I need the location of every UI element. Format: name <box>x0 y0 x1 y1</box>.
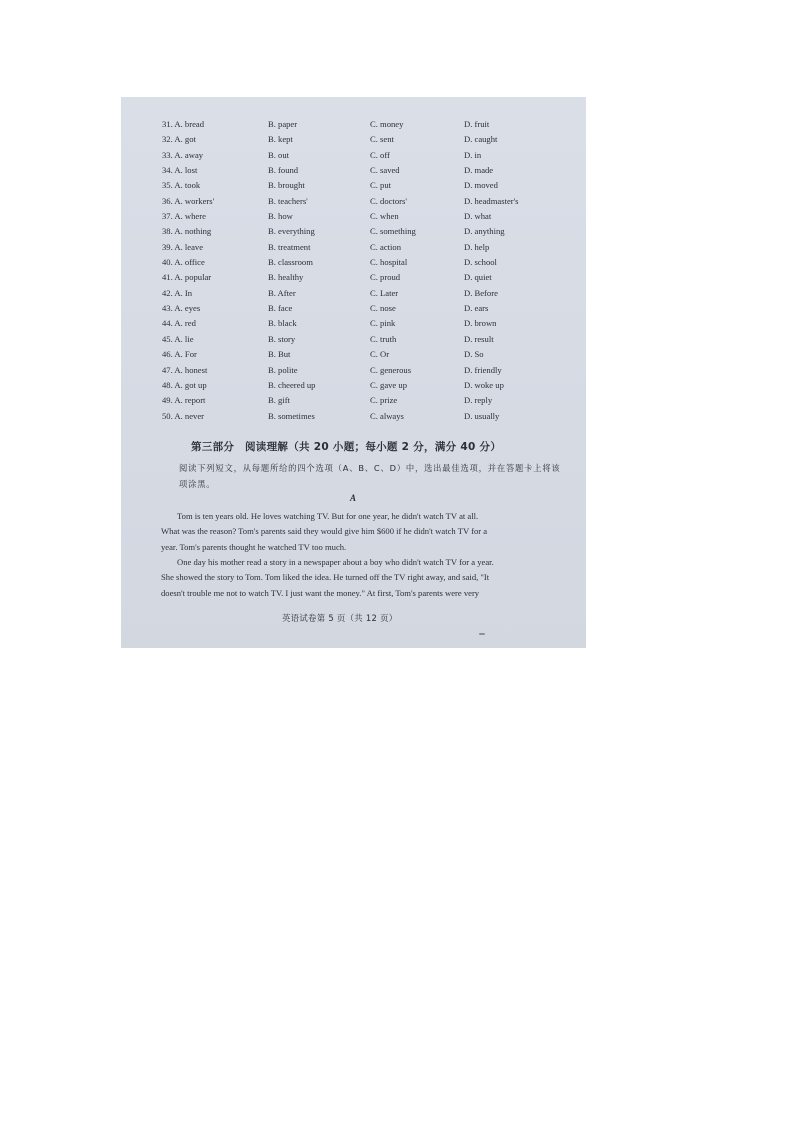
option-choice: D. ears <box>464 303 489 314</box>
paragraph-line: doesn't trouble me not to watch TV. I just want the money." At first, Tom's parents were very <box>161 587 480 598</box>
option-choice: C. off <box>370 149 390 160</box>
option-row <box>121 347 586 362</box>
option-row <box>121 148 586 163</box>
option-choice: D. reply <box>464 395 493 406</box>
option-row <box>121 194 586 209</box>
option-row <box>121 301 586 316</box>
option-choice: C. money <box>370 119 404 129</box>
option-choice: C. Later <box>370 287 399 298</box>
option-choice: B. But <box>268 349 291 360</box>
option-choice: B. paper <box>268 119 298 129</box>
option-choice: D. anything <box>464 226 505 237</box>
option-row <box>121 363 586 378</box>
option-row <box>121 378 586 393</box>
option-choice: C. truth <box>370 333 397 344</box>
option-choice: B. sometimes <box>268 410 315 421</box>
option-choice: C. when <box>370 211 399 222</box>
page-footer: 英语试卷第 5 页（共 12 页） <box>282 613 398 623</box>
option-choice: 41. A. popular <box>162 272 212 283</box>
option-choice: D. fruit <box>464 119 490 129</box>
option-choice: D. what <box>464 211 492 222</box>
option-choice: B. face <box>268 303 293 314</box>
option-choice: B. story <box>268 333 296 344</box>
option-choice: B. treatment <box>268 241 311 252</box>
option-choice: C. doctors' <box>370 195 407 206</box>
option-choice: 49. A. report <box>162 395 206 406</box>
option-row <box>121 117 586 132</box>
option-choice: D. friendly <box>464 364 502 375</box>
option-choice: D. made <box>464 165 494 176</box>
option-choice: B. gift <box>268 395 290 406</box>
option-choice: C. put <box>370 180 392 191</box>
paragraph-line: Tom is ten years old. He loves watching TV. But for one year, he didn't watch TV at all. <box>177 511 479 521</box>
option-choice: B. how <box>268 211 293 222</box>
option-choice: B. found <box>268 165 299 176</box>
option-choice: 42. A. In <box>162 287 193 298</box>
option-choice: C. prize <box>370 395 398 406</box>
option-choice: D. Before <box>464 287 498 298</box>
option-choice: C. action <box>370 241 402 252</box>
option-choice: C. always <box>370 410 404 421</box>
option-row <box>121 209 586 224</box>
option-choice: C. something <box>370 226 416 237</box>
option-choice: B. teachers' <box>268 195 308 206</box>
paragraph-line: What was the reason? Tom's parents said they would give him $600 if he didn't watch TV for a <box>161 526 488 537</box>
option-choice: D. in <box>464 149 482 160</box>
option-choice: C. gave up <box>370 379 407 390</box>
option-choice: 45. A. lie <box>162 333 194 344</box>
option-choice: B. brought <box>268 180 305 191</box>
option-choice: 40. A. office <box>162 257 205 268</box>
option-choice: 36. A. workers' <box>162 195 215 206</box>
option-row <box>121 286 586 301</box>
option-choice: D. usually <box>464 410 500 421</box>
option-row <box>121 270 586 285</box>
option-choice: D. headmaster's <box>464 195 519 206</box>
option-row <box>121 255 586 270</box>
option-choice: 50. A. never <box>162 410 205 421</box>
option-choice: B. cheered up <box>268 379 316 390</box>
option-choice: 46. A. For <box>162 349 197 360</box>
option-choice: B. everything <box>268 226 315 237</box>
option-choice: B. out <box>268 149 290 160</box>
option-choice: D. help <box>464 241 490 252</box>
option-choice: B. polite <box>268 364 298 375</box>
option-choice: 48. A. got up <box>162 379 207 390</box>
option-choice: D. result <box>464 333 494 344</box>
option-choice: 38. A. nothing <box>162 226 212 237</box>
option-choice: D. moved <box>464 180 498 191</box>
option-choice: 47. A. honest <box>162 364 208 375</box>
option-row <box>121 178 586 193</box>
option-row <box>121 132 586 147</box>
option-row <box>121 409 586 424</box>
scan-speck <box>479 633 485 635</box>
option-choice: B. black <box>268 318 297 329</box>
option-choice: B. After <box>268 287 296 298</box>
option-choice: B. kept <box>268 134 293 145</box>
paragraph-line: One day his mother read a story in a newspaper about a boy who didn't watch TV for a year. <box>177 557 494 567</box>
section-title: 第三部分 阅读理解（共 20 小题；每小题 2 分，满分 40 分） <box>191 441 502 453</box>
option-row <box>121 163 586 178</box>
option-choice: B. classroom <box>268 257 313 268</box>
option-choice: C. pink <box>370 318 396 329</box>
option-choice: D. school <box>464 257 497 268</box>
option-choice: 31. A. bread <box>162 119 205 129</box>
option-choice: 43. A. eyes <box>162 303 201 314</box>
option-choice: 34. A. lost <box>162 165 198 176</box>
option-choice: D. caught <box>464 134 498 145</box>
option-row <box>121 316 586 331</box>
option-choice: D. woke up <box>464 379 504 390</box>
option-choice: D. brown <box>464 318 497 329</box>
option-choice: 32. A. got <box>162 134 196 145</box>
scanned-exam-page <box>121 97 586 648</box>
option-choice: 44. A. red <box>162 318 196 329</box>
option-choice: C. sent <box>370 134 394 145</box>
reading-instructions: 阅读下列短文，从每题所给的四个选项（A、B、C、D）中，选出最佳选项，并在答题卡上将该项涂黑。 <box>179 463 561 489</box>
option-choice: C. hospital <box>370 257 408 268</box>
option-row <box>121 332 586 347</box>
option-choice: D. So <box>464 349 484 360</box>
option-choice: C. proud <box>370 272 401 283</box>
option-choice: 35. A. took <box>162 180 201 191</box>
option-choice: C. saved <box>370 165 400 176</box>
paragraph-line: year. Tom's parents thought he watched TV too much. <box>161 541 347 552</box>
option-choice: C. nose <box>370 303 396 314</box>
option-choice: C. Or <box>370 349 390 360</box>
option-row <box>121 224 586 239</box>
passage-paragraph-1 <box>161 509 551 555</box>
option-choice: D. quiet <box>464 272 492 283</box>
answer-options-list <box>121 117 586 424</box>
option-choice: B. healthy <box>268 272 304 283</box>
paragraph-line: She showed the story to Tom. Tom liked the idea. He turned off the TV right away, and said, "It <box>161 572 490 583</box>
option-choice: 37. A. where <box>162 211 206 222</box>
option-choice: 33. A. away <box>162 149 204 160</box>
option-choice: 39. A. leave <box>162 241 204 252</box>
passage-label: A <box>350 493 357 503</box>
option-row <box>121 240 586 255</box>
option-choice: C. generous <box>370 364 412 375</box>
option-row <box>121 393 586 408</box>
passage-paragraph-2 <box>161 555 551 601</box>
